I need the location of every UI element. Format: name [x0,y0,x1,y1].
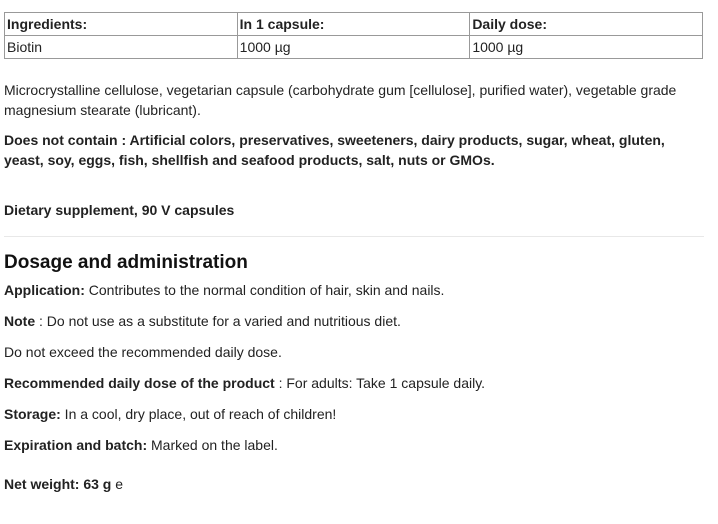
recommended-dose-line [4,373,704,393]
dietary-supplement-line: Dietary supplement, 90 V capsules [4,202,235,218]
note-text: : Do not use as a substitute for a varied and nutritious diet. [35,313,401,329]
ingredients-table [4,12,703,59]
net-weight-text: e [111,476,124,492]
cell-ingredient-name: Biotin [5,36,238,59]
header-daily-dose: Daily dose: [470,13,703,36]
expiration-text: Marked on the label. [147,437,278,453]
header-ingredients: Ingredients: [5,13,238,36]
cell-in-1-capsule: 1000 µg [237,36,470,59]
recommended-dose-text: : For adults: Take 1 capsule daily. [274,375,486,391]
does-not-contain-paragraph [4,130,704,170]
expiration-label: Expiration and batch: [4,437,148,453]
table-header-row [5,13,703,36]
table-row [5,36,703,59]
expiration-line [4,435,704,455]
cell-daily-dose: 1000 µg [470,36,703,59]
storage-text: In a cool, dry place, out of reach of children! [60,406,337,422]
net-weight-line [4,474,704,494]
header-in-1-capsule: In 1 capsule: [237,13,470,36]
does-not-contain-label: Does not contain : [4,132,127,148]
net-weight-label: Net weight: 63 g [4,476,112,492]
storage-label: Storage: [4,406,61,422]
section-divider [4,236,704,237]
application-label: Application: [4,282,85,298]
recommended-dose-label: Recommended daily dose of the product [4,375,275,391]
application-line [4,280,704,300]
application-text: Contributes to the normal condition of hair, skin and nails. [84,282,445,298]
note-line [4,311,704,331]
storage-line [4,404,704,424]
does-not-contain-text: Artificial colors, preservatives, sweeteners, dairy products, sugar, wheat, gluten, yeast, soy, eggs, fish, shellfish and seafood products, salt, nuts or GMOs. [4,132,665,168]
section-title-dosage: Dosage and administration [4,252,248,273]
do-not-exceed-line: Do not exceed the recommended daily dose. [4,344,282,360]
note-label: Note [4,313,36,329]
composition-text: Microcrystalline cellulose, vegetarian capsule (carbohydrate gum [cellulose], purified water), vegetable grade magnesium stearate (lubricant). [4,82,677,118]
product-info-content [4,12,704,494]
